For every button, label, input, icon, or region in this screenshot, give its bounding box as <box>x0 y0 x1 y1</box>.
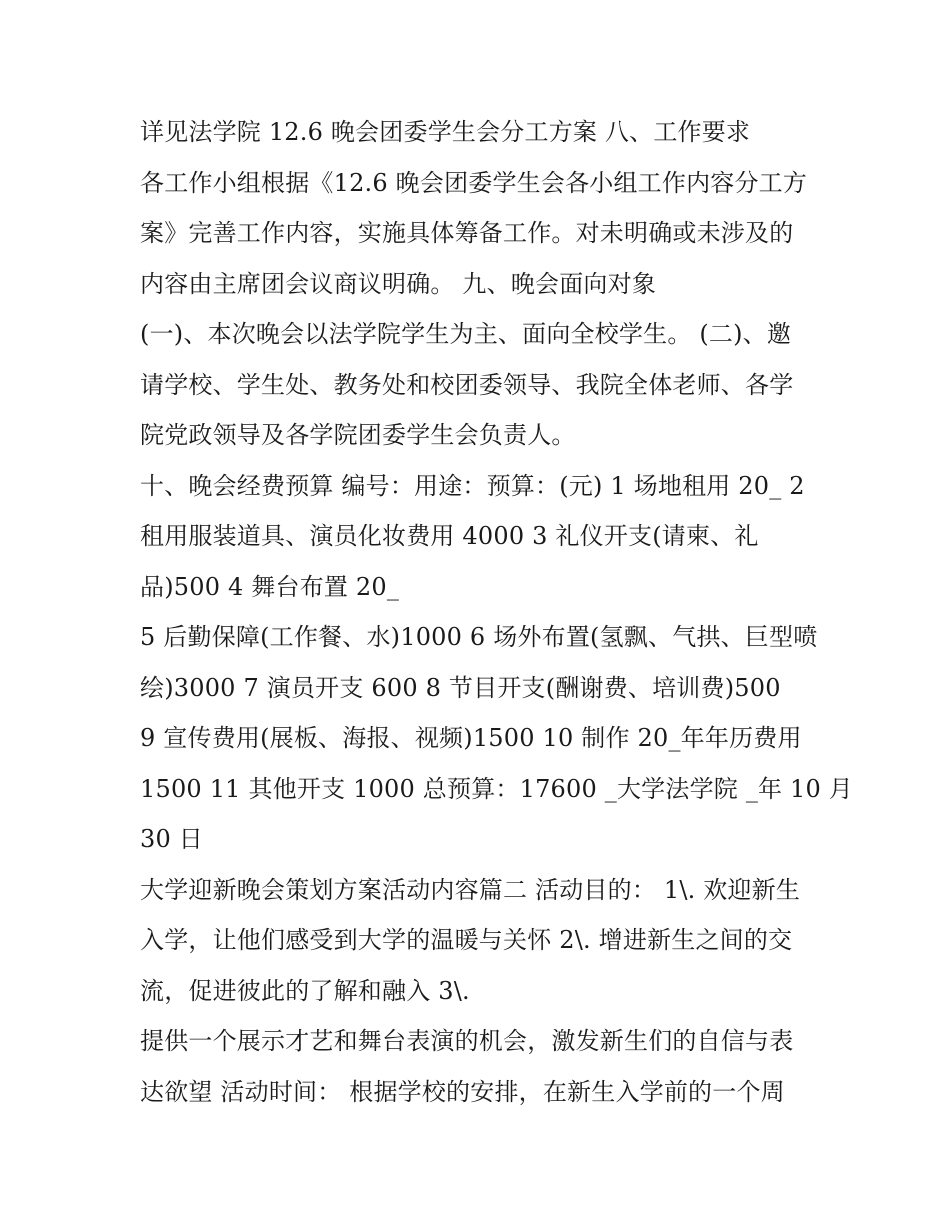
text-line: 30 日 <box>140 825 203 853</box>
text-line: 案》完善工作内容，实施具体筹备工作。对未明确或未涉及的 <box>140 219 794 247</box>
text-line: 详见法学院 12.6 晚会团委学生会分工方案 八、工作要求 <box>140 118 751 146</box>
text-line: 5 后勤保障(工作餐、水)1000 6 场外布置(氢飘、气拱、巨型喷 <box>140 623 818 651</box>
text-line: 内容由主席团会议商议明确。 九、晚会面向对象 <box>140 269 657 298</box>
text-line: 绘)3000 7 演员开支 600 8 节目开支(酬谢费、培训费)500 <box>140 673 781 702</box>
text-line: 租用服装道具、演员化妆费用 4000 3 礼仪开支(请柬、礼 <box>140 522 759 550</box>
text-line: 9 宣传费用(展板、海报、视频)1500 10 制作 20_年年历费用 <box>140 724 802 752</box>
text-line: 达欲望 活动时间： 根据学校的安排，在新生入学前的一个周 <box>140 1077 785 1106</box>
text-line: 流，促进彼此的了解和融入 3\. <box>140 976 470 1005</box>
text-line: 各工作小组根据《12.6 晚会团委学生会各小组工作内容分工方 <box>140 168 808 197</box>
text-line: 1500 11 其他开支 1000 总预算：17600 _大学法学院 _年 10 月 <box>140 774 854 803</box>
text-line: 入学，让他们感受到大学的温暖与关怀 2\. 增进新生之间的交 <box>140 926 793 954</box>
text-line: 提供一个展示才艺和舞台表演的机会，激发新生们的自信与表 <box>140 1027 794 1055</box>
text-line: 请学校、学生处、教务处和校团委领导、我院全体老师、各学 <box>140 370 794 399</box>
text-line: (一)、本次晚会以法学院学生为主、面向全校学生。 (二)、邀 <box>140 320 792 348</box>
text-line: 十、晚会经费预算 编号：用途：预算：(元) 1 场地租用 20_ 2 <box>140 471 805 500</box>
text-line: 品)500 4 舞台布置 20_ <box>140 572 400 601</box>
document-body <box>140 107 854 1117</box>
text-line: 院党政领导及各学院团委学生会负责人。 <box>140 421 576 449</box>
text-line: 大学迎新晚会策划方案活动内容篇二 活动目的： 1\. 欢迎新生 <box>140 875 801 904</box>
